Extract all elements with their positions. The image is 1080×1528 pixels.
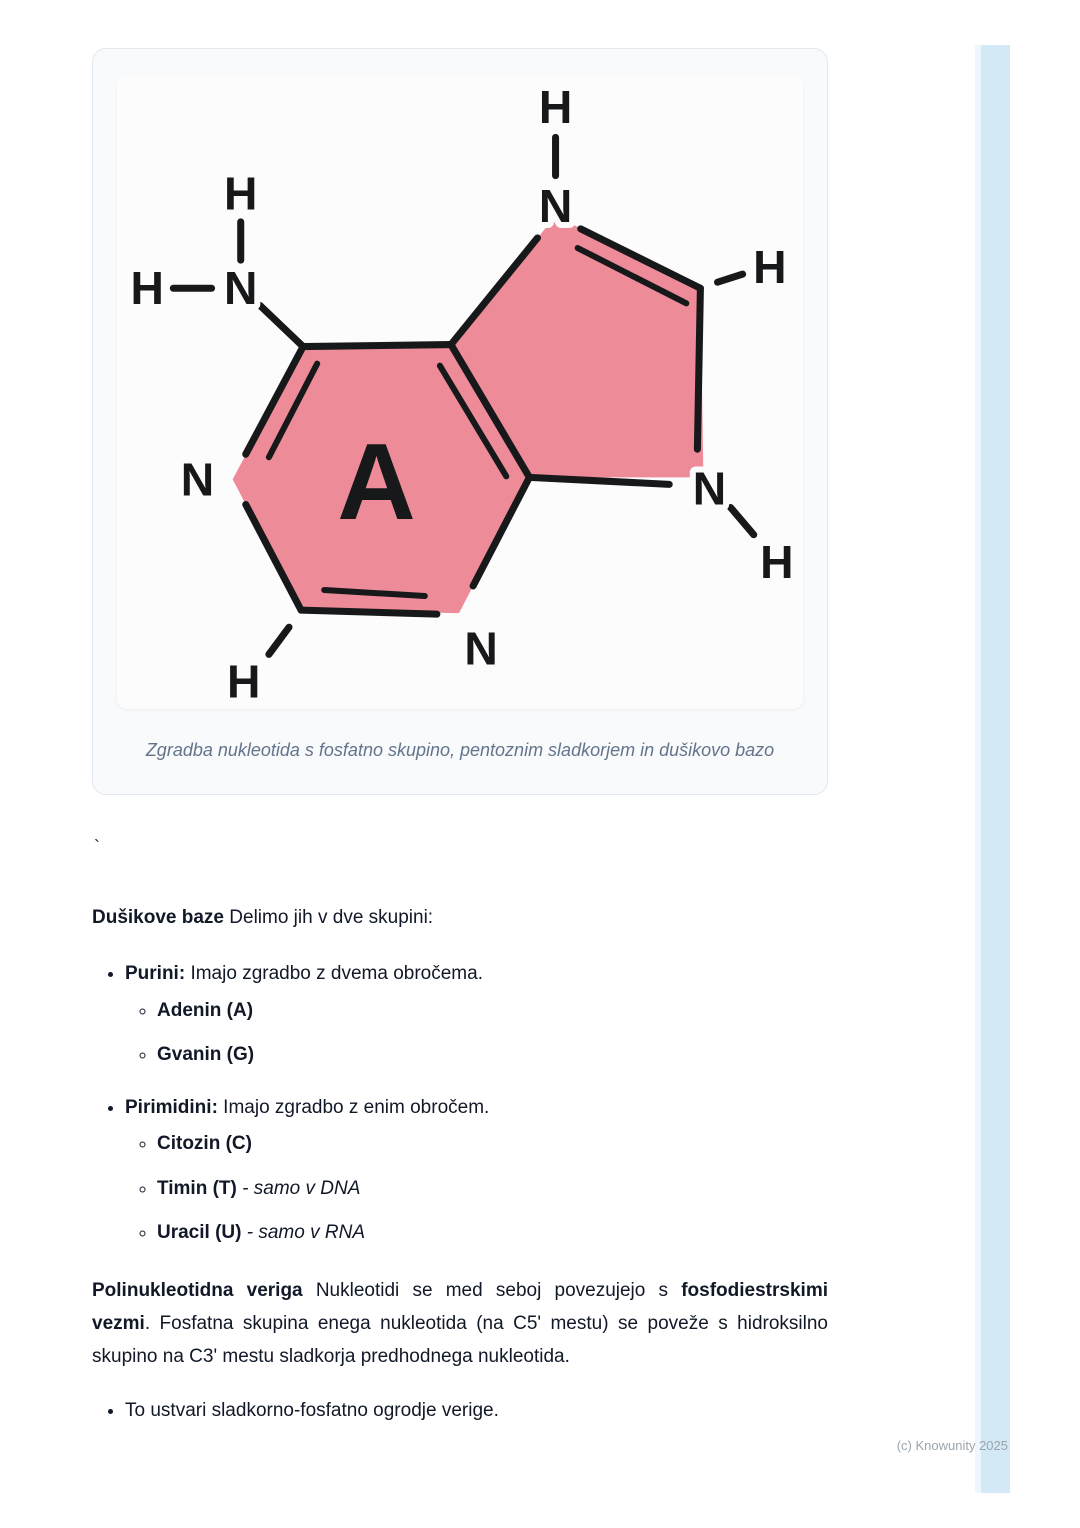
- atom-amino-h-top: H: [224, 167, 258, 220]
- bases-intro-paragraph: [92, 904, 828, 933]
- polynucleotide-paragraph: [92, 1274, 828, 1373]
- backbone-text: To ustvari sladkorno-fosfatno ogrodje verige.: [125, 1400, 499, 1422]
- adenine-structure-svg: [117, 75, 803, 709]
- atom-ring-h-bottom: H: [227, 655, 261, 708]
- knowunity-watermark: (c) Knowunity 2025: [896, 1438, 1008, 1453]
- bases-intro-bold: Dušikove baze: [92, 906, 224, 928]
- molecule-figure: [117, 75, 803, 709]
- bond-line: [301, 610, 437, 614]
- list-item-timin: [157, 1175, 828, 1204]
- stray-backtick: `: [94, 836, 100, 857]
- atom-ring-n-left: N: [180, 453, 215, 506]
- pyrimidines-text: Imajo zgradbo z enim obročem.: [217, 1096, 490, 1118]
- list-item-adenin: [157, 997, 828, 1026]
- bond-line: [260, 305, 303, 346]
- adenin-label: Adenin (A): [157, 999, 254, 1021]
- atom-ring-n-bottom: N: [464, 622, 498, 675]
- atom-imidazole-n-right: N: [692, 462, 727, 515]
- purines-text: Imajo zgradbo z dvema obročema.: [185, 963, 483, 985]
- atom-imidazole-h-right: H: [753, 241, 787, 294]
- atom-imidazole-h-top: H: [538, 81, 573, 134]
- figure-card: [92, 48, 828, 795]
- bond-line: [269, 627, 289, 654]
- list-item-citozin: [157, 1130, 828, 1159]
- chain-text-2: . Fosfatna skupina enega nukleotida (na C5' mestu) se poveže s hidroksilno skupino na C3' mestu sladkorja predhodnega nukleotida.: [92, 1312, 828, 1367]
- atom-amino-h-left: H: [130, 262, 164, 315]
- chain-bold-2: fosfodiestrskimi vezmi: [92, 1279, 828, 1334]
- uracil-label: Uracil (U): [157, 1222, 242, 1244]
- list-item-pyrimidines: [125, 1094, 828, 1248]
- list-item-uracil: [157, 1219, 828, 1248]
- bond-line: [697, 288, 700, 449]
- final-list: [92, 1397, 828, 1426]
- list-item-purines: [125, 960, 828, 1070]
- chain-text-1: Nukleotidi se med seboj povezujejo s: [302, 1279, 682, 1301]
- purines-label: Purini:: [125, 963, 186, 985]
- bases-list: [92, 960, 828, 1248]
- bond-line: [731, 508, 754, 535]
- bond-line: [303, 345, 451, 347]
- uracil-sep: -: [241, 1222, 259, 1244]
- timin-sep: -: [236, 1177, 254, 1199]
- list-item-backbone: [125, 1397, 828, 1426]
- gvanin-label: Gvanin (G): [157, 1044, 255, 1066]
- bases-intro-text: Delimo jih v dve skupini:: [224, 906, 434, 928]
- uracil-note: samo v RNA: [258, 1222, 365, 1244]
- notes-page: [92, 0, 828, 1426]
- figure-caption: Zgradba nukleotida s fosfatno skupino, pentoznim sladkorjem in dušikovo bazo: [145, 739, 775, 760]
- bond-line: [717, 274, 742, 282]
- citozin-label: Citozin (C): [157, 1133, 252, 1155]
- atom-imidazole-n-top: N: [538, 179, 573, 232]
- chain-title: Polinukleotidna veriga: [92, 1279, 303, 1301]
- timin-label: Timin (T): [157, 1177, 237, 1199]
- list-item-gvanin: [157, 1041, 828, 1070]
- base-letter: A: [337, 421, 416, 543]
- pyrimidines-label: Pirimidini:: [125, 1096, 218, 1118]
- atom-amino-n: N: [224, 262, 258, 315]
- purines-sublist: [125, 997, 828, 1070]
- atom-imidazole-h-bottom-right: H: [760, 535, 794, 588]
- bond-line: [529, 477, 669, 484]
- pyrimidines-sublist: [125, 1130, 828, 1248]
- timin-note: samo v DNA: [253, 1177, 361, 1199]
- right-scrollbar[interactable]: [975, 45, 1010, 1493]
